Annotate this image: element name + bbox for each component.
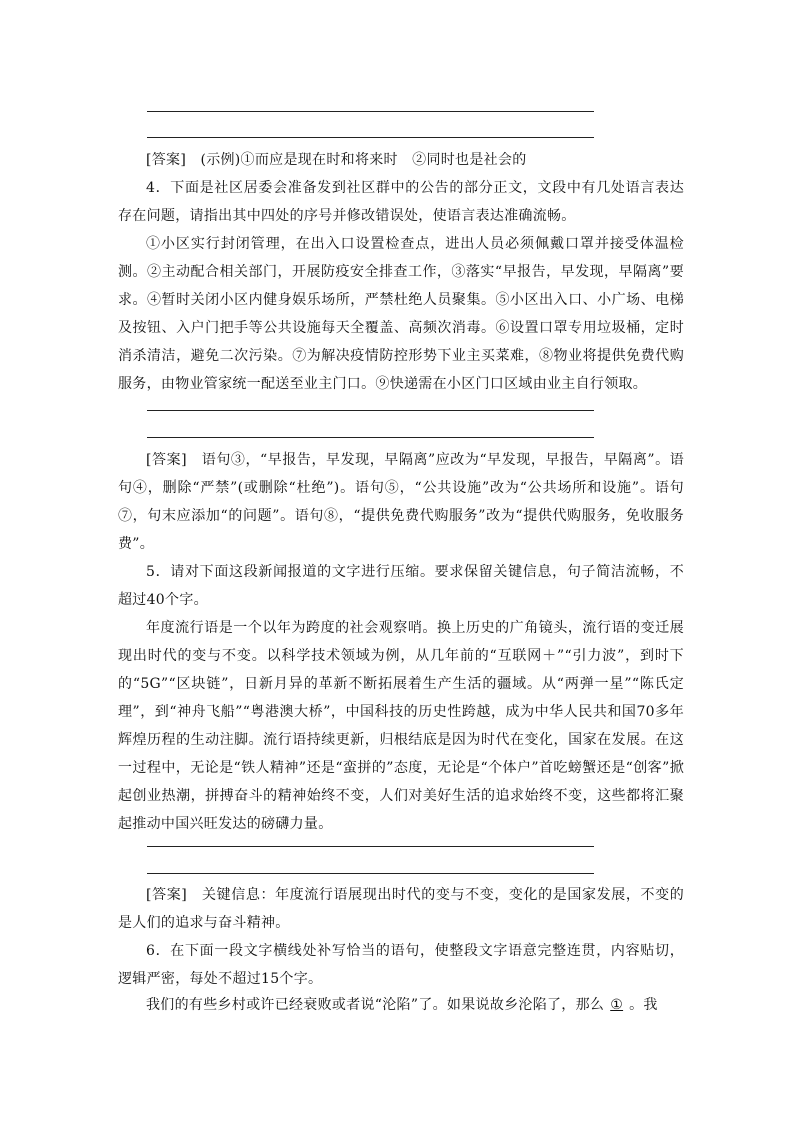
question-4-prompt: 4．下面是社区居委会准备发到社区群中的公告的部分正文，文段中有几处语言表达存在问题，请指出其中四处的序号并修改错误处，使语言表达准确流畅。 [118, 180, 684, 224]
question-6-text: 我们的有些乡村或许已经衰败或者说“沦陷”了。如果说故乡沦陷了，那么 ① 。我 [146, 997, 658, 1013]
answer-tag: [答案] [146, 152, 187, 168]
answer-line [147, 846, 594, 847]
answer-tag: [答案] [146, 887, 188, 903]
answer-4: [答案] 语句③，“早报告，早发现，早隔离”应改为“早发现，早报告，早隔离”。语句④，删除“严禁”(或删除“杜绝”)。语句⑤，“公共设施”改为“公共场所和设施”。语句⑦，句末应添加“的问题”。语句⑧，“提供免费代购服务”改为“提供代购服务，免收服务费”。 [118, 452, 684, 552]
question-4-text: ①小区实行封闭管理，在出入口设置检查点，进出人员必须佩戴口罩并接受体温检测。②主动配合相关部门，开展防疫安全排查工作，③落实“早报告，早发现，早隔离”要求。④暂时关闭小区内健身娱乐场所，严禁杜绝人员聚集。⑤小区出入口、小广场、电梯及按钮、入户门把手等公共设施每天全覆盖、高频次消毒。⑥设置口罩专用垃圾桶，定时消杀清洁，避免二次污染。⑦为解决疫情防控形势下业主买菜难，⑧物业将提供免费代购服务，由物业管家统一配送至业主门口。⑨快递需在小区门口区域由业主自行领取。 [118, 236, 684, 392]
answer-tag: [答案] [146, 452, 187, 468]
question-6-prompt: 6．在下面一段文字横线处补写恰当的语句，使整段文字语意完整连贯，内容贴切，逻辑严密，每处不超过15个字。 [118, 943, 684, 987]
answer-line [147, 437, 594, 438]
answer-line [147, 873, 594, 874]
question-5-prompt: 5．请对下面这段新闻报道的文字进行压缩。要求保留关键信息，句子简洁流畅，不超过40个字。 [118, 564, 684, 608]
question-5-text: 年度流行语是一个以年为跨度的社会观察哨。换上历史的广角镜头，流行语的变迁展现出时代的变与不变。以科学技术领域为例，从几年前的“互联网＋”“引力波”，到时下的“5G”“区块链”，日新月异的革新不断拓展着生产生活的疆域。从“两弹一星”“陈氏定理”，到“神舟飞船”“粤港澳大桥”，中国科技的历史性跨越，成为中华人民共和国70多年辉煌历程的生动注脚。流行语持续更新，归根结底是因为时代在变化，国家在发展。在这一过程中，无论是“铁人精神”还是“蛮拼的”态度，无论是“个体户”首吃螃蟹还是“创客”掀起创业热潮，拼搏奋斗的精神始终不变，人们对美好生活的追求始终不变，这些都将汇聚起推动中国兴旺发达的磅礴力量。 [118, 620, 684, 832]
answer-line [147, 410, 594, 411]
answer-3: [答案] (示例)①而应是现在时和将来时 ②同时也是社会的 [146, 152, 527, 168]
answer-line [147, 111, 594, 112]
answer-line [147, 137, 594, 138]
answer-5: [答案] 关键信息：年度流行语展现出时代的变与不变，变化的是国家发展，不变的是人们的追求与奋斗精神。 [118, 887, 684, 931]
blank-1: ① [610, 997, 624, 1013]
